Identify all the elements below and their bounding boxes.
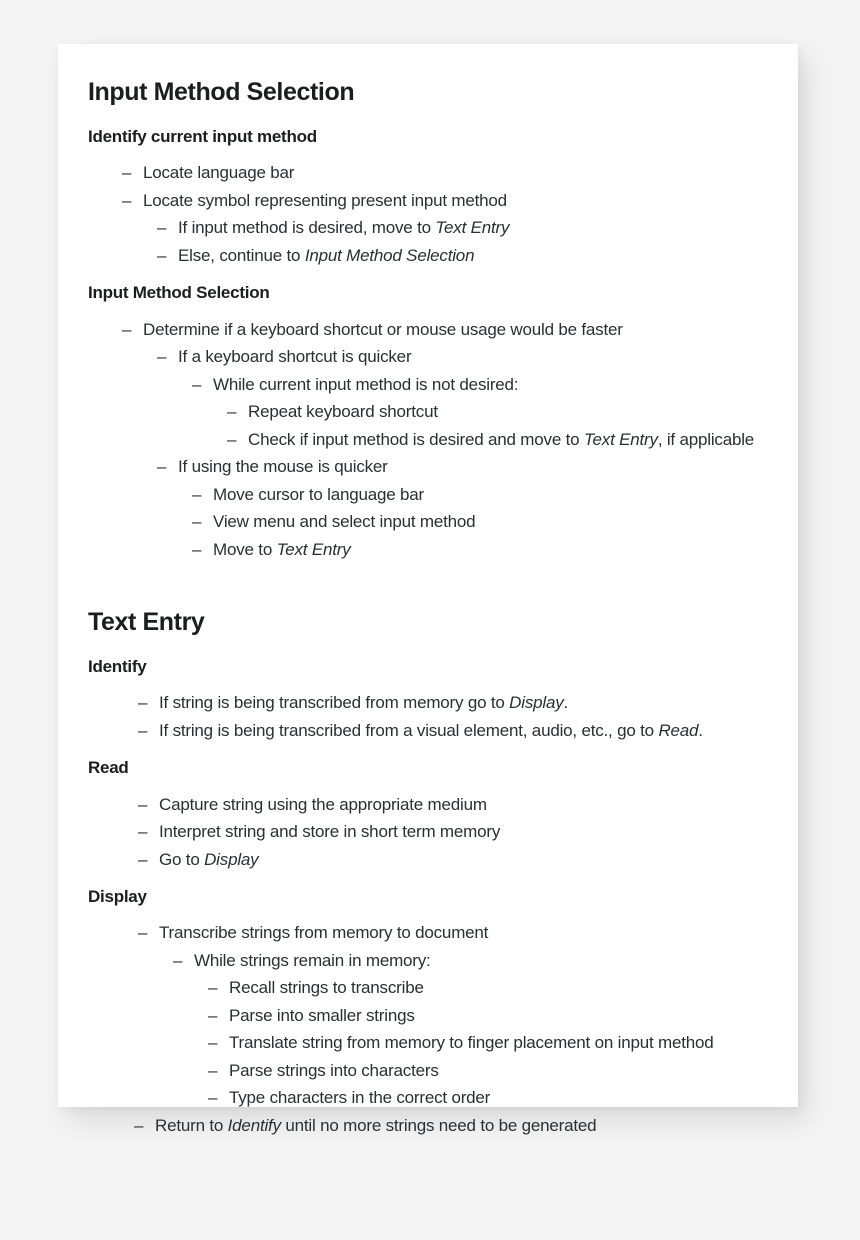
bullet-dash-icon: – — [192, 539, 202, 559]
bullet-dash-icon: – — [138, 923, 148, 943]
list-item-text-tail: . — [563, 693, 569, 713]
list-item — [208, 1057, 768, 1085]
sub-heading: Read — [88, 758, 129, 778]
list-item — [208, 974, 768, 1002]
list-item-text: If using the mouse is quicker — [178, 457, 388, 477]
list-item — [138, 818, 768, 846]
section-2 — [88, 608, 768, 1139]
list-item — [192, 536, 768, 564]
list-item — [157, 343, 768, 371]
bullet-dash-icon: – — [227, 429, 237, 449]
sub-heading: Identify — [88, 656, 147, 676]
list-item-text: While current input method is not desired: — [213, 374, 519, 394]
list-item-text: View menu and select input method — [213, 512, 476, 532]
document-card — [58, 44, 798, 1135]
list-item — [157, 242, 768, 270]
bullet-dash-icon: – — [192, 484, 202, 504]
section-1 — [88, 78, 768, 563]
list-item-text: Else, continue to — [178, 245, 305, 265]
bullet-dash-icon: – — [157, 457, 167, 477]
bullet-dash-icon: – — [134, 1115, 144, 1135]
bullet-dash-icon: – — [138, 822, 148, 842]
bullet-dash-icon: – — [138, 794, 148, 814]
bullet-dash-icon: – — [192, 512, 202, 532]
bullet-dash-icon: – — [138, 849, 148, 869]
sub-heading: Identify current input method — [88, 126, 317, 146]
bullet-dash-icon: – — [138, 720, 148, 740]
list-item — [208, 1029, 768, 1057]
list-item-emphasis: Input Method Selection — [304, 245, 475, 265]
section-title: Text Entry — [88, 608, 205, 637]
list-item-text-tail: . — [698, 720, 703, 740]
bullet-dash-icon: – — [122, 163, 132, 183]
list-item-text: Interpret string and store in short term memory — [159, 822, 501, 842]
list-item — [192, 371, 768, 399]
bullet-dash-icon: – — [157, 245, 167, 265]
list-item-emphasis: Read — [658, 720, 699, 740]
bullet-dash-icon: – — [208, 1088, 218, 1108]
list-item-text: Parse strings into characters — [229, 1060, 439, 1080]
list-item-emphasis: Identify — [227, 1115, 281, 1135]
list-item — [138, 717, 768, 745]
bullet-dash-icon: – — [157, 347, 167, 367]
sub-heading: Input Method Selection — [88, 283, 270, 303]
list-item — [208, 1002, 768, 1030]
list-item — [138, 846, 768, 874]
list-item-text: Capture string using the appropriate medium — [159, 794, 487, 814]
list-item-text-tail: , if applicable — [657, 429, 755, 449]
list-item-emphasis: Text Entry — [435, 218, 510, 238]
list-item — [192, 508, 768, 536]
list-item-text: If input method is desired, move to — [178, 218, 436, 238]
list-item-text: If string is being transcribed from a visual element, audio, etc., go to — [159, 720, 659, 740]
sub-heading: Display — [88, 887, 147, 907]
list-item — [134, 1112, 768, 1140]
list-item — [192, 481, 768, 509]
bullet-dash-icon: – — [122, 190, 132, 210]
list-item-text: Parse into smaller strings — [229, 1005, 415, 1025]
bullet-dash-icon: – — [208, 1033, 218, 1053]
list-item — [227, 398, 768, 426]
list-item-text: Go to — [159, 849, 205, 869]
list-item — [208, 1084, 768, 1112]
list-item-text: Transcribe strings from memory to document — [159, 923, 489, 943]
list-item-text: Check if input method is desired and move to — [248, 429, 584, 449]
list-item-text: Translate string from memory to finger placement on input method — [229, 1033, 714, 1053]
list-item-emphasis: Display — [204, 849, 259, 869]
list-item — [138, 689, 768, 717]
list-item — [122, 316, 768, 344]
list-item-text: Move cursor to language bar — [213, 484, 425, 504]
list-item — [122, 159, 768, 187]
list-item-text: While strings remain in memory: — [194, 950, 431, 970]
list-item-text: Return to — [155, 1115, 228, 1135]
list-item-text: Locate language bar — [143, 163, 295, 183]
bullet-dash-icon: – — [208, 1060, 218, 1080]
list-item-text: Type characters in the correct order — [229, 1088, 491, 1108]
bullet-list — [88, 689, 768, 744]
list-item-text-tail: until no more strings need to be generated — [280, 1115, 597, 1135]
list-item-text: If a keyboard shortcut is quicker — [178, 347, 412, 367]
list-item — [227, 426, 768, 454]
section-title: Input Method Selection — [88, 78, 355, 106]
bullet-list — [88, 919, 768, 1139]
list-item-text: Repeat keyboard shortcut — [248, 402, 438, 422]
bullet-list — [88, 791, 768, 874]
bullet-dash-icon: – — [138, 693, 148, 713]
list-item — [157, 453, 768, 481]
bullet-dash-icon: – — [208, 1005, 218, 1025]
list-item — [173, 947, 768, 975]
bullet-dash-icon: – — [208, 978, 218, 998]
bullet-dash-icon: – — [173, 950, 183, 970]
bullet-dash-icon: – — [192, 374, 202, 394]
bullet-dash-icon: – — [122, 319, 132, 339]
list-item-text: Recall strings to transcribe — [229, 978, 424, 998]
list-item-text: Move to — [213, 539, 277, 559]
list-item — [157, 214, 768, 242]
bullet-list — [88, 159, 768, 269]
list-item-emphasis: Text Entry — [276, 539, 351, 559]
list-item-text: If string is being transcribed from memory go to — [159, 693, 510, 713]
list-item-text: Locate symbol representing present input method — [143, 190, 507, 210]
list-item — [138, 919, 768, 947]
bullet-dash-icon: – — [157, 218, 167, 238]
list-item-emphasis: Text Entry — [583, 429, 658, 449]
list-item — [122, 187, 768, 215]
list-item — [138, 791, 768, 819]
bullet-dash-icon: – — [227, 402, 237, 422]
list-item-emphasis: Display — [509, 693, 564, 713]
list-item-text: Determine if a keyboard shortcut or mouse usage would be faster — [143, 319, 623, 339]
bullet-list — [88, 316, 768, 564]
